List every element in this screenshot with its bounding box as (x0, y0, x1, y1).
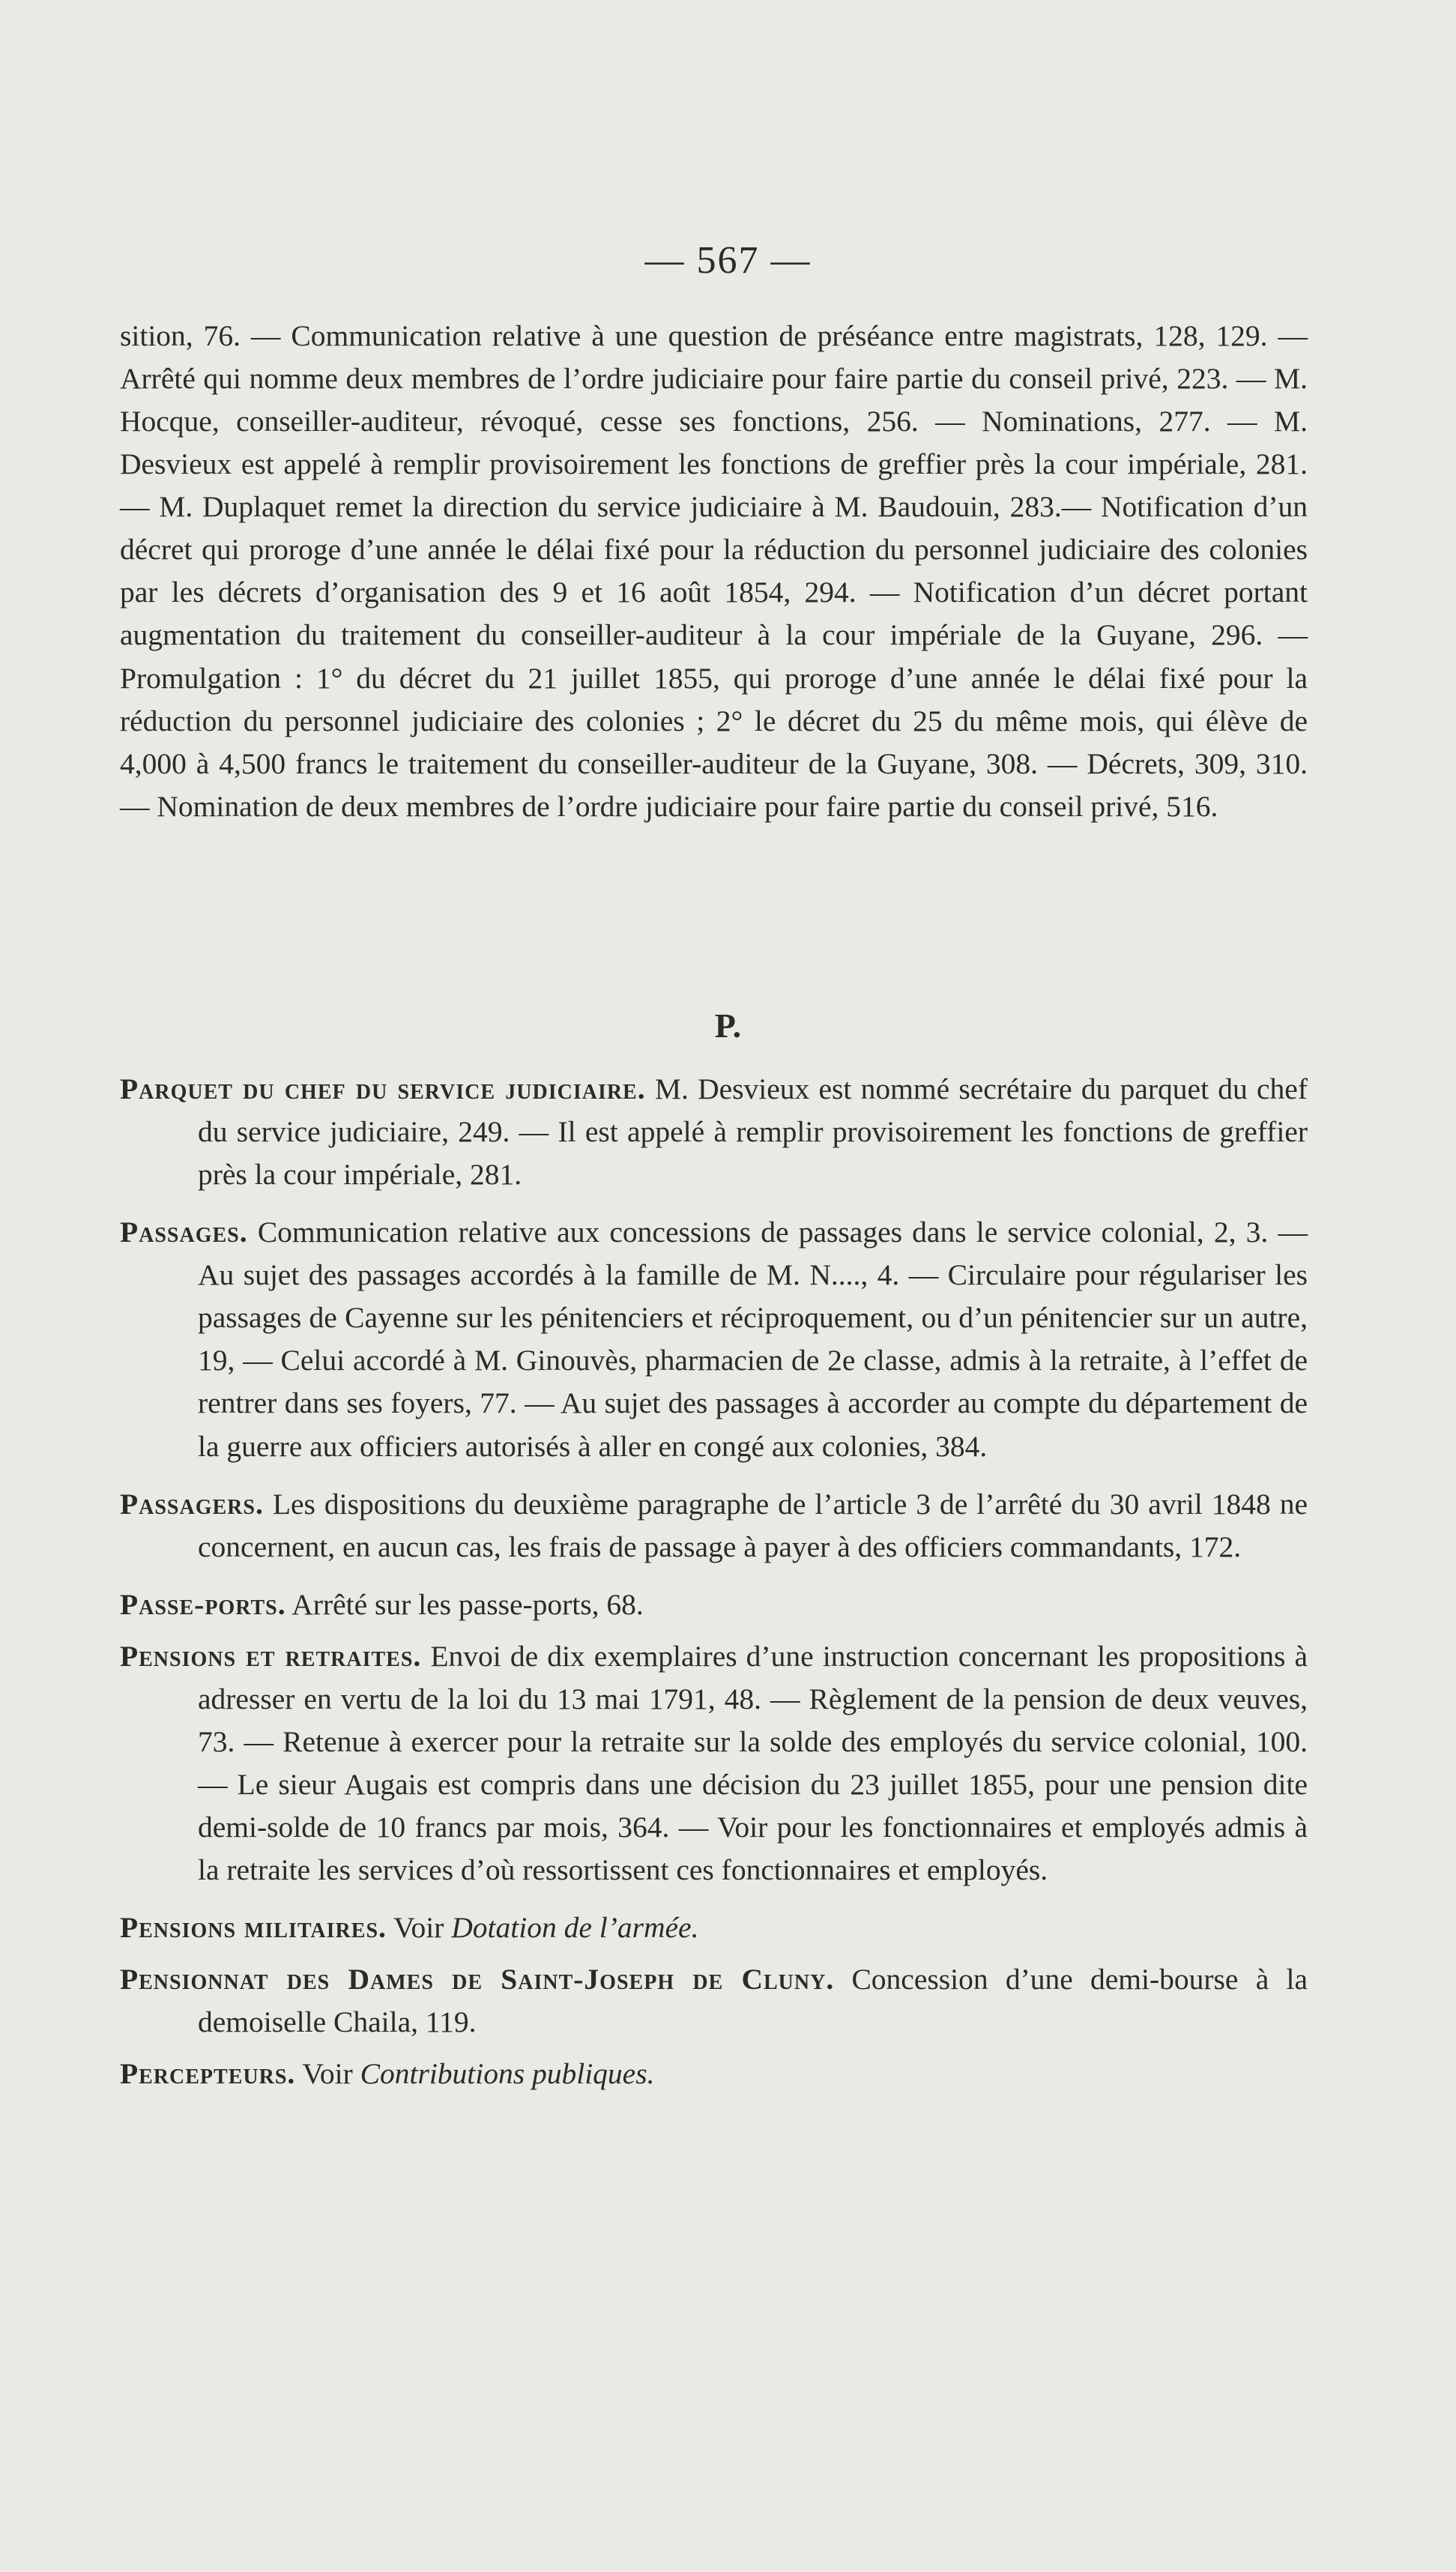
index-entry (120, 1211, 1308, 1467)
entry-text: M. Desvieux est nommé secrétaire du parquet du chef du service judiciaire, 249. — Il est appelé à remplir provisoirement les fonctions de greffier près la cour impériale, 281. (198, 1072, 1308, 1192)
entry-heading: Percepteurs. (120, 2057, 296, 2091)
entry-heading: Parquet du chef du service judiciaire. (120, 1072, 646, 1105)
entry-heading: Pensions et retraites. (120, 1639, 422, 1673)
entry-text: Envoi de dix exemplaires d’une instruction concernant les propositions à adresser en vertu de la loi du 13 mai 1791, 48. — Règlement de la pension de deux veuves, 73. — Retenue à exercer pour la retraite sur la solde des employés du service colonial, 100. — Le sieur Augais est compris dans une décision du 23 juillet 1855, pour une pension dite demi-solde de 10 francs par mois, 364. — Voir pour les fonctionnaires et employés admis à la retraite les services d’où ressortissent ces fonctionnaires et employés. (198, 1639, 1308, 1887)
entry-text: Les dispositions du deuxième paragraphe de l’article 3 de l’arrêté du 30 avril 1848 ne concernent, en aucun cas, les frais de passage à payer à des officiers commandants, 172. (198, 1487, 1308, 1563)
entry-heading: Passages. (120, 1216, 248, 1249)
index-entry (120, 1584, 1308, 1626)
continuation-paragraph (120, 315, 1308, 828)
entry-text: Communication relative aux concessions de passages dans le service colonial, 2, 3. — Au sujet des passages accordés à la famille de M. N...., 4. — Circulaire pour régulariser les passages de Cayenne sur les pénitenciers et réciproquement, ou d’un pénitencier sur un autre, 19, — Celui accordé à M. Ginouvès, pharmacien de 2e classe, admis à la retraite, à l’effet de rentrer dans ses foyers, 77. — Au sujet des passages à accorder au compte du département de la guerre aux officiers autorisés à aller en congé aux colonies, 384. (198, 1216, 1308, 1463)
index-entry (120, 1068, 1308, 1196)
entry-text: Concession d’une demi-bourse à la demoiselle Chaila, 119. (198, 1963, 1308, 2039)
section-letter: P. (714, 1006, 742, 1045)
entry-heading: Passe-ports. (120, 1587, 286, 1621)
entry-reference: Contributions publiques. (360, 2057, 655, 2091)
index-entries (120, 1068, 1308, 2104)
index-entry (120, 1958, 1308, 2044)
entry-heading: Passagers. (120, 1487, 264, 1521)
index-entry (120, 1907, 1308, 1949)
entry-reference: Dotation de l’armée. (451, 1911, 699, 1945)
index-entry (120, 2053, 1308, 2095)
continuation-text: sition, 76. — Communication relative à une question de préséance entre magistrats, 128, 129. — Arrêté qui nomme deux membres de l’ordre judiciaire pour faire partie du conseil privé, 223. — M. Hocque, conseiller-auditeur, révoqué, cesse ses fonctions, 256. — Nominations, 277. — M. Desvieux est appelé à remplir provisoirement les fonctions de greffier près la cour impériale, 281. — M. Duplaquet remet la direction du service judiciaire à M. Baudouin, 283.— Notification d’un décret qui proroge d’une année le délai fixé pour la réduction du personnel judiciaire des colonies par les décrets d’organisation des 9 et 16 août 1854, 294. — Notification d’un décret portant augmentation du traitement du conseiller-auditeur à la cour impériale de la Guyane, 296. — Promulgation : 1° du décret du 21 juillet 1855, qui proroge d’une année le délai fixé pour la réduction du personnel judiciaire des colonies ; 2° le décret du 25 du même mois, qui élève de 4,000 à 4,500 francs le traitement du conseiller-auditeur de la Guyane, 308. — Décrets, 309, 310. — Nomination de deux membres de l’ordre judiciaire pour faire partie du conseil privé, 516. (120, 319, 1308, 823)
page-number: — 567 — (644, 239, 812, 282)
index-entry (120, 1483, 1308, 1569)
entry-text: Voir (295, 2057, 360, 2091)
entry-text: Voir (386, 1911, 452, 1945)
index-entry (120, 1635, 1308, 1892)
entry-text: Arrêté sur les passe-ports, 68. (286, 1587, 644, 1621)
entry-heading: Pensionnat des Dames de Saint-Joseph de Cluny. (120, 1963, 835, 1996)
entry-heading: Pensions militaires. (120, 1911, 387, 1945)
